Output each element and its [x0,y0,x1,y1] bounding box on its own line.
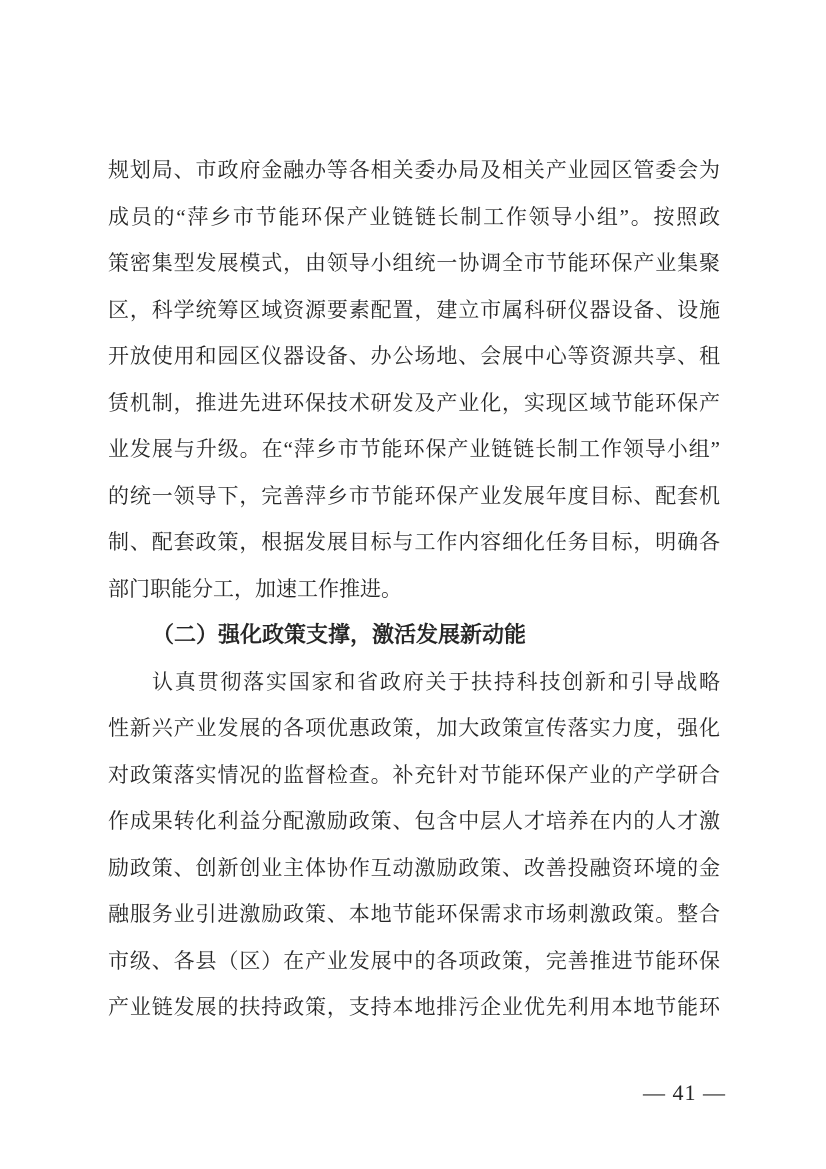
body-line: 成员的“萍乡市节能环保产业链链长制工作领导小组”。按照政 [108,204,720,229]
document-body [108,147,720,1031]
body-line: 对政策落实情况的监督检查。补充针对节能环保产业的产学研合 [108,762,720,787]
body-line: 策密集型发展模式，由领导小组统一协调全市节能环保产业集聚 [108,251,720,275]
body-line: 产业链发展的扶持政策，支持本地排污企业优先利用本地节能环 [108,995,720,1019]
body-line: 作成果转化利益分配激励政策、包含中层人才培养在内的人才激 [108,809,720,833]
body-line: 认真贯彻落实国家和省政府关于扶持科技创新和引导战略 [152,669,720,694]
body-line: 部门职能分工，加速工作推进。 [108,576,402,601]
body-line: 的统一领导下，完善萍乡市节能环保产业发展年度目标、配套机 [108,483,720,508]
body-line: 制、配套政策，根据发展目标与工作内容细化任务目标，明确各 [108,530,720,554]
section-heading: （二）强化政策支撑，激活发展新动能 [152,622,527,647]
body-line: 赁机制，推进先进环保技术研发及产业化，实现区域节能环保产 [108,390,720,415]
body-line: 融服务业引进激励政策、本地节能环保需求市场刺激政策。整合 [108,902,720,926]
body-line: 区，科学统筹区域资源要素配置，建立市属科研仪器设备、设施 [108,297,720,322]
body-line: 规划局、市政府金融办等各相关委办局及相关产业园区管委会为 [108,158,720,182]
page-number: — 41 — [643,1080,726,1105]
body-line: 市级、各县（区）在产业发展中的各项政策，完善推进节能环保 [108,948,720,973]
body-line: 开放使用和园区仪器设备、办公场地、会展中心等资源共享、租 [108,344,720,368]
body-line: 业发展与升级。在“萍乡市节能环保产业链链长制工作领导小组” [108,437,720,461]
body-line: 励政策、创新创业主体协作互动激励政策、改善投融资环境的金 [108,855,720,880]
body-line: 性新兴产业发展的各项优惠政策，加大政策宣传落实力度，强化 [108,716,720,740]
